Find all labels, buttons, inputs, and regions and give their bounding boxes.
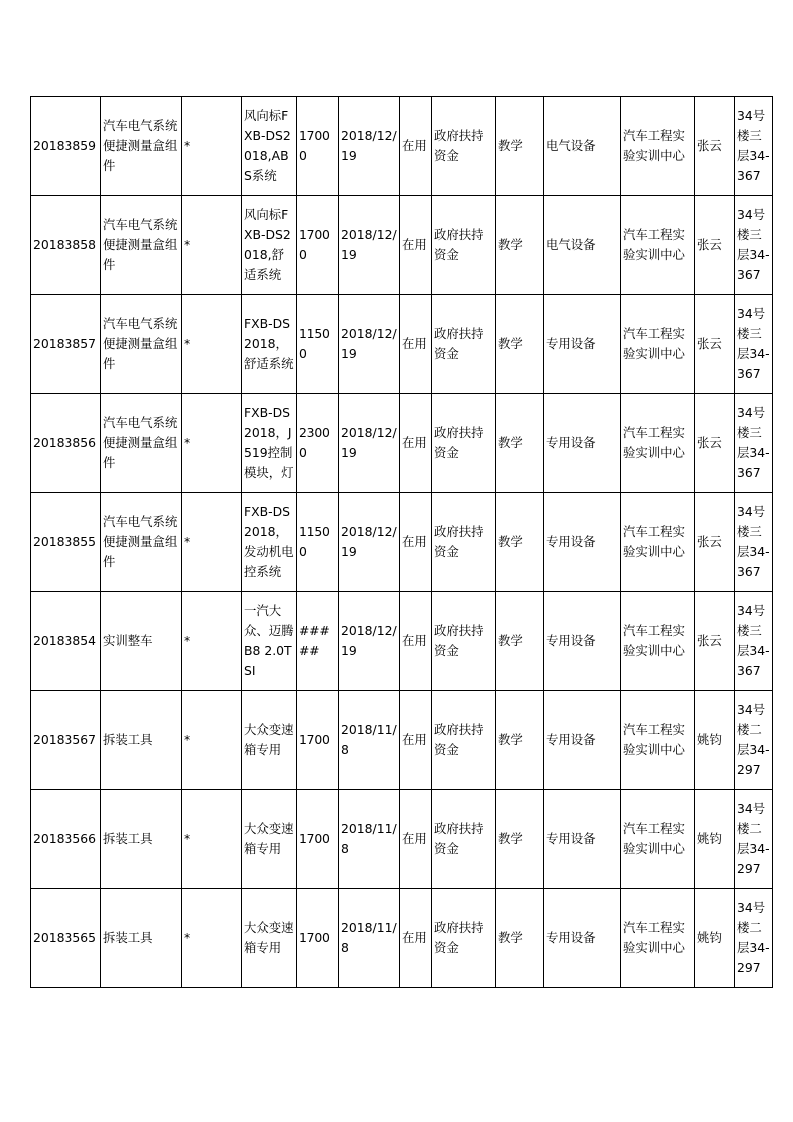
status-cell: 在用 [400,790,432,889]
purchase-date-cell: 2018/12/19 [339,196,400,295]
status-cell: 在用 [400,196,432,295]
asset-price-cell: 1700 [297,790,339,889]
funding-source-cell: 政府扶持资金 [432,592,496,691]
asset-model-cell: 大众变速箱专用 [242,790,297,889]
asset-flag-cell: * [182,790,242,889]
asset-price-cell: 17000 [297,196,339,295]
purchase-date-cell: 2018/11/8 [339,889,400,988]
funding-source-cell: 政府扶持资金 [432,790,496,889]
funding-source-cell: 政府扶持资金 [432,196,496,295]
location-cell: 34号楼三层34-367 [735,97,773,196]
status-cell: 在用 [400,295,432,394]
asset-flag-cell: * [182,394,242,493]
category-cell: 专用设备 [544,592,621,691]
funding-source-cell: 政府扶持资金 [432,493,496,592]
usage-cell: 教学 [496,97,544,196]
usage-cell: 教学 [496,493,544,592]
asset-name-cell: 拆装工具 [101,691,182,790]
asset-id-cell: 20183857 [31,295,101,394]
asset-name-cell: 实训整车 [101,592,182,691]
status-cell: 在用 [400,493,432,592]
usage-cell: 教学 [496,295,544,394]
asset-model-cell: 一汽大众、迈腾B8 2.0TSI [242,592,297,691]
category-cell: 专用设备 [544,295,621,394]
keeper-cell: 张云 [695,592,735,691]
purchase-date-cell: 2018/11/8 [339,691,400,790]
asset-flag-cell: * [182,889,242,988]
department-cell: 汽车工程实验实训中心 [621,889,695,988]
asset-price-cell: 1700 [297,889,339,988]
category-cell: 专用设备 [544,790,621,889]
asset-name-cell: 拆装工具 [101,790,182,889]
status-cell: 在用 [400,394,432,493]
purchase-date-cell: 2018/12/19 [339,295,400,394]
asset-table [30,96,773,988]
funding-source-cell: 政府扶持资金 [432,394,496,493]
asset-model-cell: 大众变速箱专用 [242,889,297,988]
purchase-date-cell: 2018/11/8 [339,790,400,889]
asset-id-cell: 20183855 [31,493,101,592]
asset-id-cell: 20183856 [31,394,101,493]
asset-flag-cell: * [182,691,242,790]
asset-model-cell: FXB-DS2018，发动机电控系统 [242,493,297,592]
asset-name-cell: 汽车电气系统便捷测量盒组件 [101,196,182,295]
table-row [31,196,773,295]
asset-price-cell: ##### [297,592,339,691]
location-cell: 34号楼二层34-297 [735,889,773,988]
asset-id-cell: 20183858 [31,196,101,295]
asset-price-cell: 17000 [297,97,339,196]
location-cell: 34号楼三层34-367 [735,295,773,394]
asset-model-cell: 大众变速箱专用 [242,691,297,790]
department-cell: 汽车工程实验实训中心 [621,97,695,196]
category-cell: 专用设备 [544,889,621,988]
department-cell: 汽车工程实验实训中心 [621,295,695,394]
asset-name-cell: 汽车电气系统便捷测量盒组件 [101,97,182,196]
purchase-date-cell: 2018/12/19 [339,394,400,493]
funding-source-cell: 政府扶持资金 [432,97,496,196]
table-row [31,394,773,493]
location-cell: 34号楼三层34-367 [735,592,773,691]
asset-price-cell: 11500 [297,295,339,394]
keeper-cell: 张云 [695,196,735,295]
keeper-cell: 张云 [695,97,735,196]
asset-name-cell: 汽车电气系统便捷测量盒组件 [101,295,182,394]
department-cell: 汽车工程实验实训中心 [621,493,695,592]
location-cell: 34号楼三层34-367 [735,394,773,493]
asset-price-cell: 1700 [297,691,339,790]
usage-cell: 教学 [496,790,544,889]
usage-cell: 教学 [496,889,544,988]
department-cell: 汽车工程实验实训中心 [621,691,695,790]
asset-id-cell: 20183854 [31,592,101,691]
asset-id-cell: 20183567 [31,691,101,790]
usage-cell: 教学 [496,592,544,691]
department-cell: 汽车工程实验实训中心 [621,790,695,889]
asset-model-cell: 风向标FXB-DS2018,ABS系统 [242,97,297,196]
table-row [31,493,773,592]
table-row [31,97,773,196]
usage-cell: 教学 [496,394,544,493]
asset-name-cell: 汽车电气系统便捷测量盒组件 [101,394,182,493]
table-row [31,592,773,691]
table-row [31,295,773,394]
category-cell: 电气设备 [544,196,621,295]
asset-model-cell: 风向标FXB-DS2018,舒适系统 [242,196,297,295]
status-cell: 在用 [400,592,432,691]
table-row [31,889,773,988]
category-cell: 电气设备 [544,97,621,196]
asset-model-cell: FXB-DS2018，J519控制模块，灯 [242,394,297,493]
asset-model-cell: FXB-DS2018，舒适系统 [242,295,297,394]
status-cell: 在用 [400,889,432,988]
keeper-cell: 张云 [695,295,735,394]
department-cell: 汽车工程实验实训中心 [621,394,695,493]
purchase-date-cell: 2018/12/19 [339,592,400,691]
keeper-cell: 姚钧 [695,889,735,988]
table-row [31,790,773,889]
keeper-cell: 张云 [695,493,735,592]
purchase-date-cell: 2018/12/19 [339,493,400,592]
location-cell: 34号楼二层34-297 [735,790,773,889]
funding-source-cell: 政府扶持资金 [432,889,496,988]
table-body [31,97,773,988]
asset-id-cell: 20183566 [31,790,101,889]
asset-price-cell: 11500 [297,493,339,592]
asset-name-cell: 拆装工具 [101,889,182,988]
category-cell: 专用设备 [544,394,621,493]
category-cell: 专用设备 [544,691,621,790]
funding-source-cell: 政府扶持资金 [432,295,496,394]
location-cell: 34号楼三层34-367 [735,196,773,295]
usage-cell: 教学 [496,691,544,790]
status-cell: 在用 [400,97,432,196]
asset-flag-cell: * [182,196,242,295]
keeper-cell: 张云 [695,394,735,493]
asset-id-cell: 20183565 [31,889,101,988]
status-cell: 在用 [400,691,432,790]
department-cell: 汽车工程实验实训中心 [621,196,695,295]
location-cell: 34号楼三层34-367 [735,493,773,592]
location-cell: 34号楼二层34-297 [735,691,773,790]
table-row [31,691,773,790]
asset-flag-cell: * [182,592,242,691]
funding-source-cell: 政府扶持资金 [432,691,496,790]
asset-price-cell: 23000 [297,394,339,493]
category-cell: 专用设备 [544,493,621,592]
asset-flag-cell: * [182,97,242,196]
keeper-cell: 姚钧 [695,790,735,889]
asset-flag-cell: * [182,493,242,592]
usage-cell: 教学 [496,196,544,295]
asset-name-cell: 汽车电气系统便捷测量盒组件 [101,493,182,592]
department-cell: 汽车工程实验实训中心 [621,592,695,691]
keeper-cell: 姚钧 [695,691,735,790]
asset-id-cell: 20183859 [31,97,101,196]
asset-flag-cell: * [182,295,242,394]
purchase-date-cell: 2018/12/19 [339,97,400,196]
